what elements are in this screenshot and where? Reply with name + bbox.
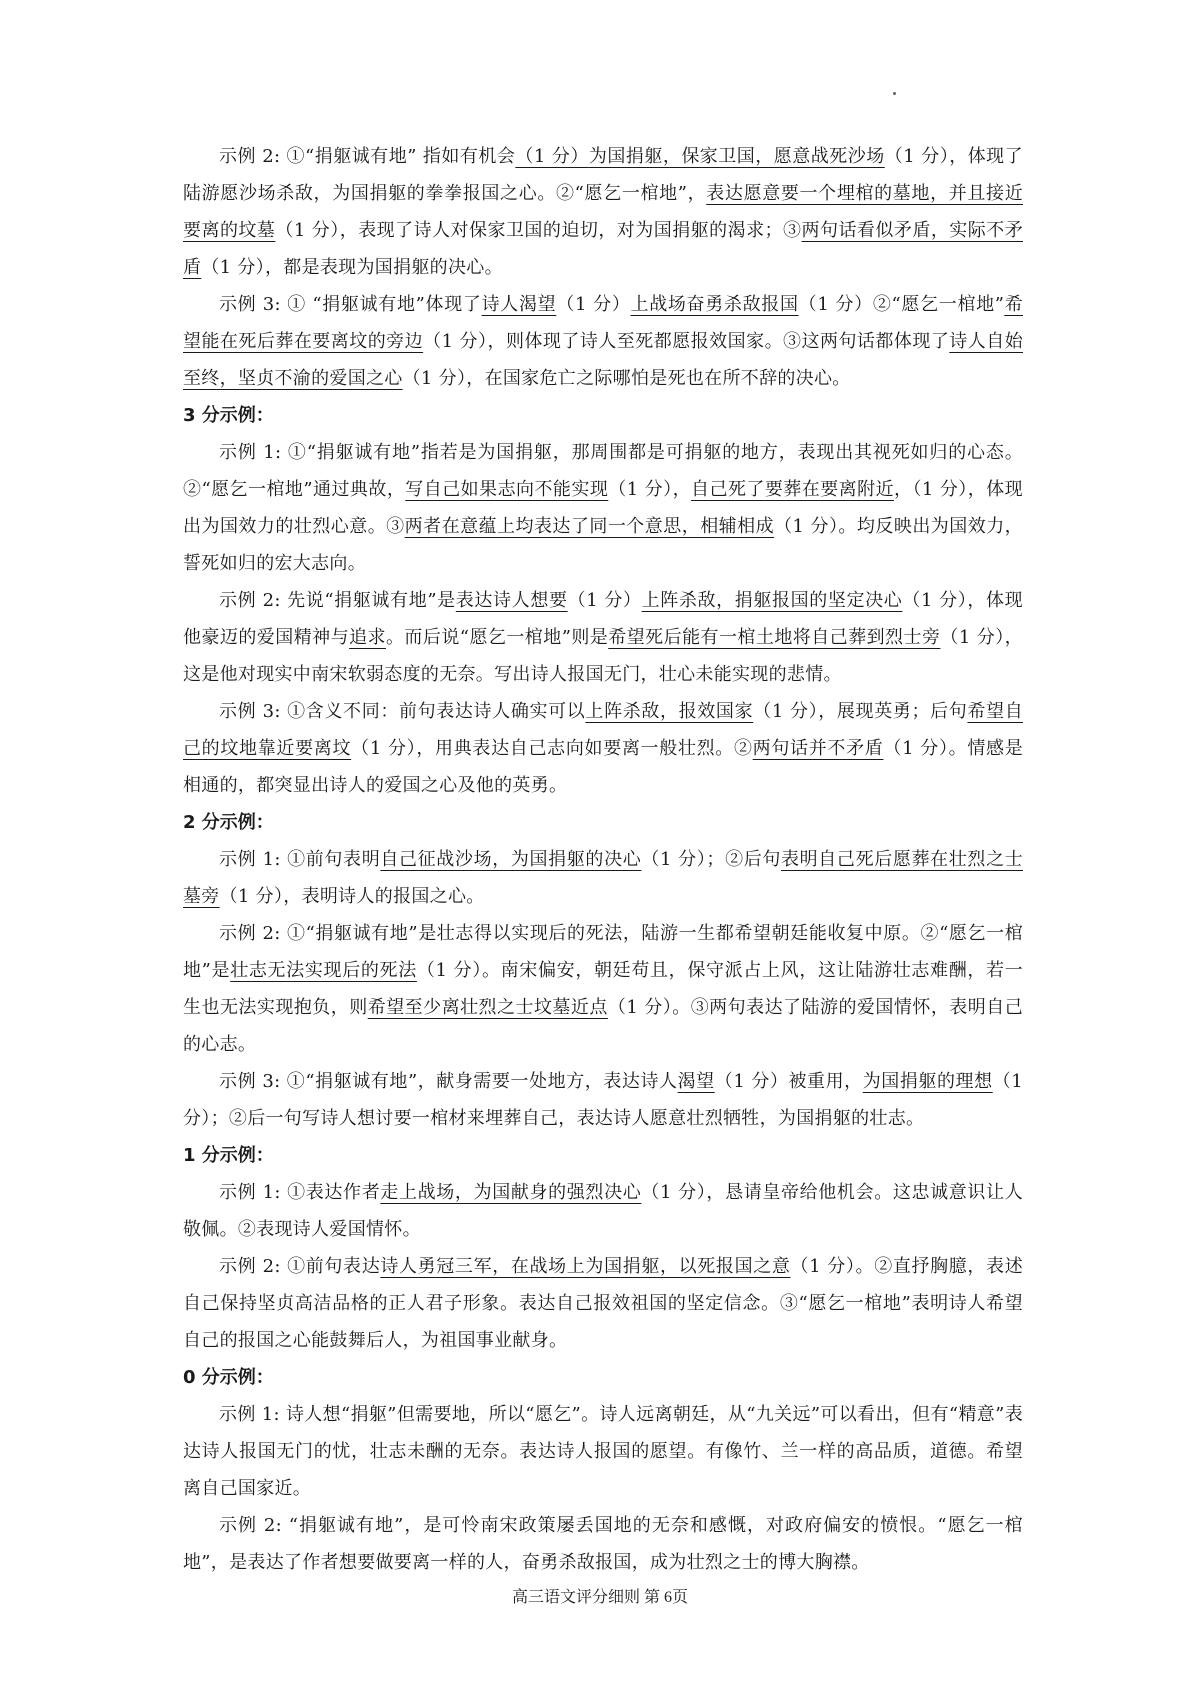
example-paragraph bbox=[183, 1063, 1023, 1137]
text-segment: 示例 3: ① “捐躯诚有地”体现了 bbox=[219, 294, 482, 315]
underlined-scoring-point: 写自己如果志向不能实现 bbox=[405, 479, 609, 500]
underlined-scoring-point: （1 分） bbox=[515, 146, 589, 167]
section-heading: 0 分示例： bbox=[183, 1367, 274, 1388]
text-segment: 示例 2: ①前句表达 bbox=[219, 1256, 381, 1277]
underlined-scoring-point: 上阵杀敌，捐躯报国的坚定决心 bbox=[641, 590, 903, 611]
underlined-scoring-point: 自己死了要葬在要离附近 bbox=[691, 479, 895, 500]
underlined-scoring-point: 壮志无法实现后的死法 bbox=[230, 960, 417, 981]
underlined-scoring-point: 表明自己死后愿葬在壮烈之士墓旁 bbox=[183, 849, 1024, 907]
example-paragraph bbox=[183, 841, 1023, 915]
underlined-scoring-point: 两者在意蕴上均表达了同一个意思，相辅相成 bbox=[404, 516, 775, 537]
example-paragraph bbox=[183, 1174, 1023, 1248]
underlined-scoring-point: 自己征战沙场，为国捐躯的决心 bbox=[380, 849, 642, 870]
text-segment: （1 分）。③两句表达了陆游的爱国情怀，表明自己的心志。 bbox=[183, 997, 1024, 1055]
example-paragraph bbox=[183, 138, 1023, 286]
text-segment: （1 分）。南宋偏安，朝廷苟且，保守派占上风，这让陆游壮志难酬，若一生也无法实现抱负，则 bbox=[183, 960, 1023, 1018]
underlined-scoring-point: 为国捐躯，保家卫国，愿意战死沙场 bbox=[588, 146, 885, 167]
text-segment: 示例 2: “捐躯诚有地”，是可怜南宋政策屡丢国地的无奈和感慨，对政府偏安的愤恨。“愿乞一棺地”，是表达了作者想要做要离一样的人，奋勇杀敌报国，成为壮烈之士的博大胸襟。 bbox=[183, 1515, 1023, 1573]
underlined-scoring-point: 诗人渴望 bbox=[481, 294, 557, 315]
text-segment: （1 分），表明诗人的报国之心。 bbox=[219, 886, 485, 907]
underlined-scoring-point: 两句话并不矛盾 bbox=[752, 738, 884, 759]
text-segment: （1 分），则体现了诗人至死都愿报效国家。③这两句话都体现了 bbox=[423, 331, 950, 352]
underlined-scoring-point: 表达诗人想要 bbox=[455, 590, 568, 611]
text-segment: （1 分） bbox=[567, 590, 642, 611]
text-segment: 示例 2: 先说“捐躯诚有地”是 bbox=[219, 590, 456, 611]
text-segment: 示例 3: ①含义不同：前句表达诗人确实可以 bbox=[219, 701, 586, 722]
example-paragraph bbox=[183, 582, 1023, 693]
text-segment: （1 分），这是他对现实中南宋软弱态度的无奈。写出诗人报国无门，壮心未能实现的悲情。 bbox=[183, 627, 1023, 685]
text-segment: （1 分），都是表现为国捐躯的决心。 bbox=[201, 257, 503, 278]
example-paragraph bbox=[183, 434, 1023, 582]
text-segment: 示例 3: ①“捐躯诚有地”，献身需要一处地方，表达诗人 bbox=[219, 1071, 678, 1092]
scan-speck bbox=[893, 92, 896, 95]
example-paragraph bbox=[183, 286, 1023, 397]
section-heading: 1 分示例： bbox=[183, 1145, 274, 1166]
text-segment: 。而后说“愿乞一棺地”则是 bbox=[385, 627, 609, 648]
underlined-scoring-point: 两句话看似矛盾，实际不矛盾 bbox=[183, 220, 1024, 278]
text-segment: （1 分） bbox=[556, 294, 631, 315]
text-segment: （1 分）；②后一句写诗人想讨要一棺材来埋葬自己，表达诗人愿意壮烈牺牲，为国捐躯的壮志。 bbox=[183, 1071, 1024, 1129]
text-segment: （1 分），体现他豪迈的爱国精神与 bbox=[183, 590, 1023, 648]
page-footer: 高三语文评分细则 第 6页 bbox=[511, 1589, 688, 1606]
text-segment: （1 分）。②直抒胸臆，表述自己保持坚贞高洁品格的正人君子形象。表达自己报效祖国的坚定信念。③“愿乞一棺地”表明诗人希望自己的报国之心能鼓舞后人，为祖国事业献身。 bbox=[183, 1256, 1024, 1351]
text-segment: （1 分）。均反映出为国效力，誓死如归的宏大志向。 bbox=[183, 516, 1023, 574]
section-heading: 3 分示例： bbox=[183, 405, 274, 426]
text-segment: （1 分），用典表达自己志向如要离一般壮烈。② bbox=[351, 738, 753, 759]
text-segment: 示例 1: ①表达作者 bbox=[219, 1182, 381, 1203]
page-content bbox=[183, 138, 1023, 1581]
text-segment: （1 分），恳请皇帝给他机会。这忠诚意识让人敬佩。②表现诗人爱国情怀。 bbox=[183, 1182, 1024, 1240]
text-segment: （1 分）②“愿乞一棺地” bbox=[798, 294, 1005, 315]
underlined-scoring-point: 走上战场，为国献身的强烈决心 bbox=[380, 1182, 642, 1203]
text-segment: 示例 2: ①“捐躯诚有地” 指如有机会 bbox=[219, 146, 516, 167]
underlined-scoring-point: 追求 bbox=[349, 627, 386, 648]
text-segment: 示例 1: ①“捐躯诚有地”指若是为国捐躯，那周围都是可捐躯的地方，表现出其视死如归的心态。②“愿乞一棺地”通过典故， bbox=[183, 442, 1023, 500]
example-paragraph bbox=[183, 693, 1023, 804]
text-segment: （1 分），展现英勇；后句 bbox=[753, 701, 968, 722]
section-heading: 2 分示例： bbox=[183, 812, 274, 833]
text-segment: （1 分），在国家危亡之际哪怕是死也在所不辞的决心。 bbox=[402, 368, 851, 389]
underlined-scoring-point: 诗人自始至终，坚贞不渝的爱国之心 bbox=[183, 331, 1024, 389]
underlined-scoring-point: 为国捐躯的理想 bbox=[862, 1071, 993, 1092]
underlined-scoring-point: 上战场奋勇杀敌报国 bbox=[630, 294, 799, 315]
text-segment: 示例 2: ①“捐躯诚有地”是壮志得以实现后的死法，陆游一生都希望朝廷能收复中原。②“愿乞一棺地”是 bbox=[183, 923, 1023, 981]
example-paragraph bbox=[183, 1507, 1023, 1581]
text-segment: （1 分）被重用， bbox=[714, 1071, 863, 1092]
underlined-scoring-point: 上阵杀敌，报效国家 bbox=[585, 701, 754, 722]
underlined-scoring-point: 诗人勇冠三军，在战场上为国捐躯，以死报国之意 bbox=[380, 1256, 791, 1277]
underlined-scoring-point: 希望自己的坟地靠近要离坟 bbox=[183, 701, 1024, 759]
example-paragraph bbox=[183, 915, 1023, 1063]
text-segment: （1 分），体现了陆游愿沙场杀敌，为国捐躯的拳拳报国之心。②“愿乞一棺地”， bbox=[183, 146, 1023, 204]
text-segment: （1 分）；②后句 bbox=[641, 849, 781, 870]
text-segment: （1 分），表现了诗人对保家卫国的迫切，对为国捐躯的渴求；③ bbox=[275, 220, 802, 241]
text-segment: 示例 1: ①前句表明 bbox=[219, 849, 381, 870]
text-segment: 示例 1: 诗人想“捐躯”但需要地，所以“愿乞”。诗人远离朝廷，从“九关远”可以看出，但有“精意”表达诗人报国无门的忧，壮志未酬的无奈。表达诗人报国的愿望。有像竹、兰一样的高品质，道德。希望离自己国家近。 bbox=[183, 1404, 1023, 1499]
example-paragraph bbox=[183, 1396, 1023, 1507]
underlined-scoring-point: 希望至少离壮烈之士坟墓近点 bbox=[367, 997, 608, 1018]
text-segment: ，（1 分），体现出为国效力的壮烈心意。③ bbox=[183, 479, 1023, 537]
underlined-scoring-point: 表达愿意要一个埋棺的墓地，并且接近要离的坟墓 bbox=[183, 183, 1023, 241]
underlined-scoring-point: 希望能在死后葬在要离坟的旁边 bbox=[183, 294, 1023, 352]
underlined-scoring-point: 希望死后能有一棺土地将自己葬到烈士旁 bbox=[608, 627, 941, 648]
underlined-scoring-point: 渴望 bbox=[677, 1071, 715, 1092]
text-segment: （1 分）， bbox=[608, 479, 692, 500]
text-segment: （1 分）。情感是相通的，都突显出诗人的爱国之心及他的英勇。 bbox=[183, 738, 1023, 796]
example-paragraph bbox=[183, 1248, 1023, 1359]
